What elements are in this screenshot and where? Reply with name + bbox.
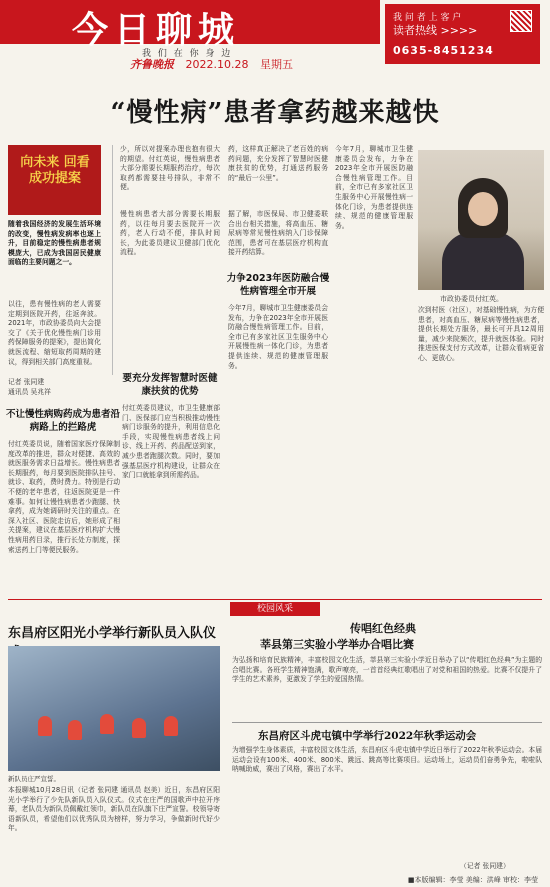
article-byline: 记者 张同建 [8,378,45,386]
article-lead: 随着我国经济的发展生活环境的改变，慢性病发病率也逐上升，目前稳定的慢性病患者规模庞大，已成为我国居民健康面临的主要问题之一。 [8,220,101,267]
story4-body: 为增强学生身体素质，丰富校园文体生活，东昌府区斗虎屯镇中学近日举行了2022年秋季运动会。本届运动会设有100米、400米、800米、跳远、跳高等比赛项目。运动场上，运动员们奋勇争先，啦啦队呐喊助威，赛出了风格，赛出了水平。 [232,746,542,774]
page-footer: ■本版编辑：李莹 美编：洪峰 审校：李莹 [407,876,538,884]
story2-body: 本报聊城10月28日讯（记者 张同建 通讯员 赵美）近日，东昌府区阳光小学举行了少先队新队员入队仪式。仪式在庄严的国歌声中拉开序幕，老队员为新队员佩戴红领巾，新队员在队旗下庄严宣誓。校领导寄语新队员，希望他们以优秀队员为榜样，努力学习，争做新时代好少年。 [8,786,220,833]
column-divider [112,145,113,375]
masthead-slogan: 我 们 在 你 身 边 [142,49,233,59]
hotline-wechat: 读者热线 >>>> [393,24,478,37]
page-headline: “慢性病”患者拿药越来越快 [110,98,440,128]
article-lead-2: 以往，患有慢性病的老人需要定期到医院开药，往返奔波。2021年，市政协委员向大会提交了《关于优化慢性病门诊用药保障服务的提案》，提出简化就医流程、缩短取药周期的建议，得到相关部门高度重视。 [8,300,101,366]
right-body-1: 药，这样真正解决了老百姓的病药问题，充分发挥了智慧时医健康扶贫的优势，打通送药服务的“最后一公里”。 [228,145,328,182]
left-body: 付红英委员说，随着国家医疗保障制度改革的推进，群众对便捷、高效的就医服务需求日益增长。慢性病患者长期服药，每月要到医院排队挂号、就诊、取药，费时费力。特别是行动不便的老年患者，往返医院更是一件难事。如何让慢性病患者少跑腿、快拿药，成为她调研时关注的重点。在深入社区、医院走访后，她形成了相关提案，建议在基层医疗机构扩大慢性病用药目录，推行长处方制度，探索送药上门等便民服务。 [8,440,120,554]
right-body-2: 据了解，市医保局、市卫健委联合出台相关措施，将高血压、糖尿病等常见慢性病纳入门诊保障范围，患者可在基层医疗机构直接开药结算。 [228,210,328,257]
story3-subtitle: 莘县第三实验小学举办合唱比赛 [260,638,414,651]
story-divider [232,722,542,723]
portrait-body [442,232,524,290]
story4-byline: （记者 张同建） [460,862,510,870]
masthead [0,0,550,71]
right-subhead: 力争2023年医防融合慢性病管理全市开展 [226,273,330,297]
photo-figure [132,718,146,738]
far-right-body: 次到村医（社区），对基础慢性病，为方便患者，对高血压、糖尿病等慢性病患者，提供长期处方服务，最长可开具12周用量，减少来院频次，提升就医体验。同时推进医保支付方式改革，让群众看病更省心、更放心。 [418,306,544,362]
proposal-banner [8,145,101,215]
story2-photo [8,646,220,771]
portrait-photo [418,150,544,290]
article-byline-2: 通讯员 吴兆祥 [8,388,51,396]
masthead-banner [0,0,380,51]
issue-date: 2022.10.28 [185,58,249,71]
qr-code-icon [510,10,532,32]
section-tab: 校园风采 [230,602,320,616]
masthead-title: 今日聊城 [72,9,241,51]
brand-name: 齐鲁晚报 [130,58,174,71]
story4-title: 东昌府区斗虎屯镇中学举行2022年秋季运动会 [258,730,477,742]
masthead-dateline [130,56,301,72]
portrait-caption: 市政协委员付红英。 [440,295,503,303]
photo-figure [100,714,114,734]
mid-body-3: 付红英委员建议，市卫生健康部门、医保部门应当积极推动慢性病门诊服务的提升，利用信息化手段，实现慢性病患者线上问诊、线上开药、药品配送到家，减少患者跑腿次数。同时，要加强基层医疗机构建设，让群众在家门口就能拿到所需药品。 [122,404,220,480]
story3-title: 传唱红色经典 [350,622,416,635]
story3-body: 为弘扬和培育民族精神，丰富校园文化生活，莘县第三实验小学近日举办了以“传唱红色经典”为主题的合唱比赛。各班学生精神饱满，歌声嘹亮，一首首经典红歌唱出了对党和祖国的热爱。比赛不仅提升了学生的艺术素养，更激发了学生的爱国热情。 [232,656,542,684]
proposal-banner-title: 向未来 回看成功提案 [20,155,90,186]
mid-body-2: 慢性病患者大部分需要长期服药，以往每月要去医院开一次药，老人行动不便，排队时间长，为此委员建议卫健部门优化流程。 [120,210,220,257]
issue-weekday: 星期五 [259,58,293,71]
photo-figure [38,716,52,736]
left-subhead: 不让慢性病购药成为患者沿病路上的拦路虎 [6,409,121,433]
photo-figure [164,716,178,736]
portrait-face [468,192,498,226]
hotline-box [385,4,540,64]
photo-figure [68,720,82,740]
mid-subhead: 要充分发挥智慧时医健康扶贫的优势 [122,373,218,397]
story2-title: 东昌府区阳光小学举行新队员入队仪 [8,626,217,641]
center-right-body: 今年7月，聊城市卫生健康委员会发布，力争在2023年全市开展医防融合慢性病管理工作。目前，全市已有多家社区卫生服务中心开展慢性病一体化门诊，为患者提供连续、规范的健康管理服务。 [335,145,413,230]
story2-caption: 新队员庄严宣誓。 [8,775,60,783]
section-rule [8,599,542,600]
hotline-label: 我 问 者 上 客 户 [393,13,462,23]
right-body-3: 今年7月，聊城市卫生健康委员会发布，力争在2023年全市开展医防融合慢性病管理工作。目前，全市已有多家社区卫生服务中心开展慢性病一体化门诊，为患者提供连续、规范的健康管理服务。 [228,304,328,370]
hotline-number: 0635-8451234 [393,44,494,57]
mid-body-1: 少，所以对提案办理也抱有很大的期望。付红英说，慢性病患者大部分需要长期服药治疗，每次取药都需要挂号排队，非常不便。 [120,145,220,192]
